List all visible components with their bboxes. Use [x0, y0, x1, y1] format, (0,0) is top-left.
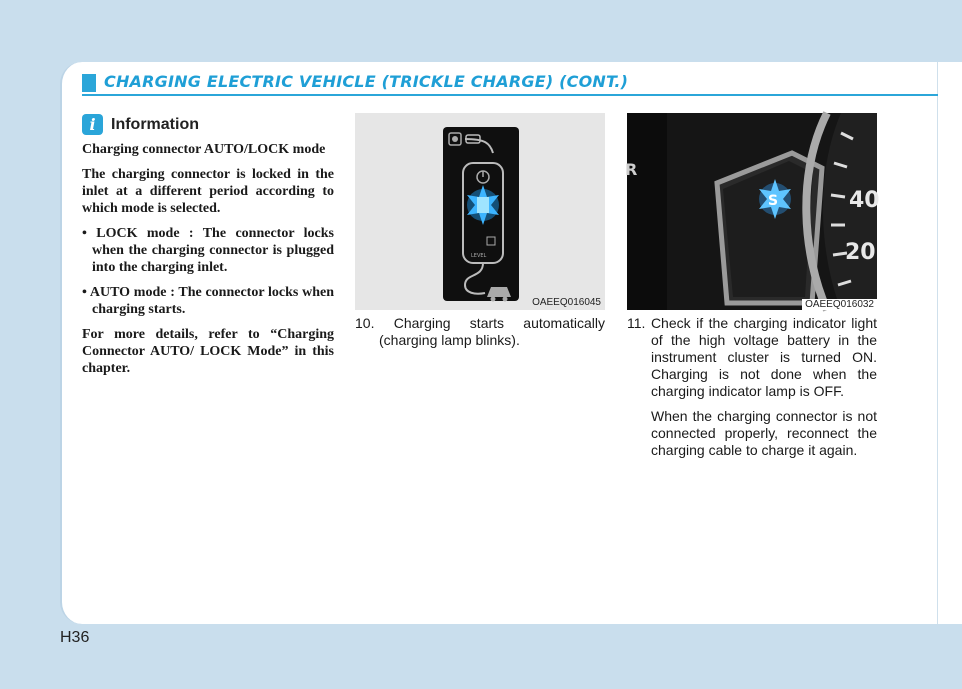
information-title: Information: [111, 115, 199, 133]
step-11-note: When the charging connector is not connected properly, reconnect the charging cable to charge it again.: [651, 408, 877, 458]
section-header: [82, 70, 938, 94]
gauge-label-20: 20: [845, 240, 876, 265]
step-11-text: 11. Check if the charging indicator light of the high voltage battery in the instrument cluster is turned ON. Charging is not done when the charging indicator lamp is OFF.: [627, 315, 877, 399]
info-bullet-lock-mode: • LOCK mode : The connector locks when the charging connector is plugged into the charging inlet.: [82, 226, 334, 275]
header-accent-bar: [82, 74, 96, 92]
information-heading: [82, 114, 334, 135]
instrument-cluster-illustration: [625, 113, 880, 310]
figure-code: OAEEQ016032: [802, 299, 877, 310]
header-rule: [82, 94, 938, 96]
information-box: [82, 114, 334, 385]
step-10: [355, 315, 605, 349]
cluster-edge-letter: R: [625, 160, 638, 179]
charging-lamp-figure: [355, 113, 605, 310]
page-number: H36: [60, 629, 90, 646]
section-title: CHARGING ELECTRIC VEHICLE (TRICKLE CHARGE) (CONT.): [104, 72, 629, 91]
info-icon: i: [82, 114, 103, 135]
charging-lamp-illustration: [355, 113, 605, 310]
info-paragraph-reference: For more details, refer to “Charging Connector AUTO/ LOCK Mode” in this chapter.: [82, 327, 334, 376]
info-paragraph-mode: Charging connector AUTO/LOCK mode: [82, 142, 326, 157]
info-bullet-auto-mode: • AUTO mode : The connector locks when charging starts.: [82, 285, 334, 317]
svg-text:LEVEL: LEVEL: [471, 253, 487, 259]
right-margin-rule: [937, 62, 938, 624]
figure-code: OAEEQ016045: [532, 297, 601, 308]
step-11: [627, 315, 877, 459]
instrument-cluster-figure: [625, 113, 880, 310]
svg-text:S: S: [768, 193, 779, 209]
info-paragraph-lock-period: The charging connector is locked in the inlet at a different period according to which mode is selected.: [82, 167, 334, 216]
step-10-text: 10. Charging starts automatically (charging lamp blinks).: [355, 315, 605, 348]
gauge-label-40: 40: [849, 188, 880, 213]
